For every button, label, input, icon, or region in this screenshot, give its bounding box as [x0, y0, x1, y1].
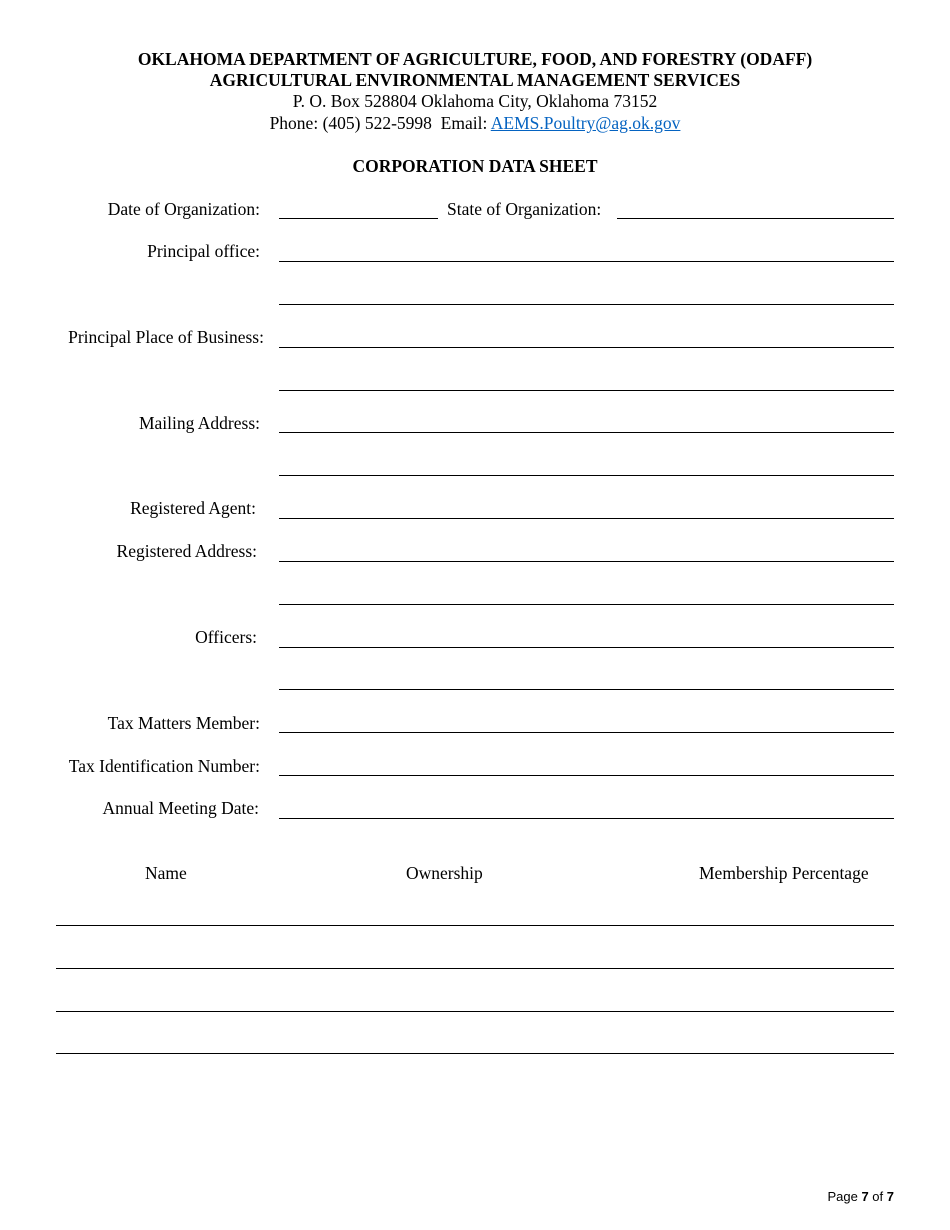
table-row[interactable] [56, 925, 894, 926]
date-of-organization-field[interactable] [279, 218, 438, 219]
tax-matters-member-field[interactable] [279, 732, 894, 733]
org-name-line1: OKLAHOMA DEPARTMENT OF AGRICULTURE, FOOD, AND FORESTRY (ODAFF) [137, 49, 813, 69]
mailing-address-field-1[interactable] [279, 432, 894, 433]
column-header-ownership: Ownership [406, 863, 483, 883]
org-contact [0, 113, 950, 134]
officers-label: Officers: [195, 627, 257, 647]
org-name-line2: AGRICULTURAL ENVIRONMENTAL MANAGEMENT SERVICES [209, 70, 741, 90]
page-number [827, 1189, 894, 1204]
officers-field-1[interactable] [279, 647, 894, 648]
principal-place-of-business-field-2[interactable] [279, 390, 894, 391]
page-word: Page [827, 1189, 858, 1204]
of-word: of [872, 1189, 884, 1204]
column-header-membership-percentage: Membership Percentage [699, 863, 869, 883]
mailing-address-field-2[interactable] [279, 475, 894, 476]
annual-meeting-date-field[interactable] [279, 818, 894, 819]
registered-address-field-2[interactable] [279, 604, 894, 605]
registered-agent-label: Registered Agent: [130, 498, 256, 518]
page-total: 7 [886, 1189, 894, 1204]
table-row[interactable] [56, 1053, 894, 1054]
state-of-organization-label: State of Organization: [447, 199, 602, 219]
annual-meeting-date-label: Annual Meeting Date: [102, 798, 259, 818]
form-title: CORPORATION DATA SHEET [352, 156, 598, 176]
principal-place-of-business-field-1[interactable] [279, 347, 894, 348]
date-of-organization-label: Date of Organization: [107, 199, 260, 219]
officers-field-2[interactable] [279, 689, 894, 690]
registered-agent-field[interactable] [279, 518, 894, 519]
mailing-address-label: Mailing Address: [138, 413, 260, 433]
email-link[interactable]: AEMS.Poultry@ag.ok.gov [490, 113, 681, 133]
table-row[interactable] [56, 1011, 894, 1012]
principal-place-of-business-label: Principal Place of Business: [68, 327, 264, 347]
tax-matters-member-label: Tax Matters Member: [107, 713, 260, 733]
state-of-organization-field[interactable] [617, 218, 894, 219]
registered-address-field-1[interactable] [279, 561, 894, 562]
principal-office-field-1[interactable] [279, 261, 894, 262]
table-row[interactable] [56, 968, 894, 969]
tax-identification-number-field[interactable] [279, 775, 894, 776]
column-header-name: Name [145, 863, 187, 883]
page-current: 7 [861, 1189, 869, 1204]
org-address: P. O. Box 528804 Oklahoma City, Oklahoma 73152 [292, 91, 658, 111]
principal-office-label: Principal office: [147, 241, 260, 261]
registered-address-label: Registered Address: [116, 541, 257, 561]
phone-text: Phone: (405) 522-5998 Email: [269, 113, 491, 133]
principal-office-field-2[interactable] [279, 304, 894, 305]
tax-identification-number-label: Tax Identification Number: [68, 756, 260, 776]
